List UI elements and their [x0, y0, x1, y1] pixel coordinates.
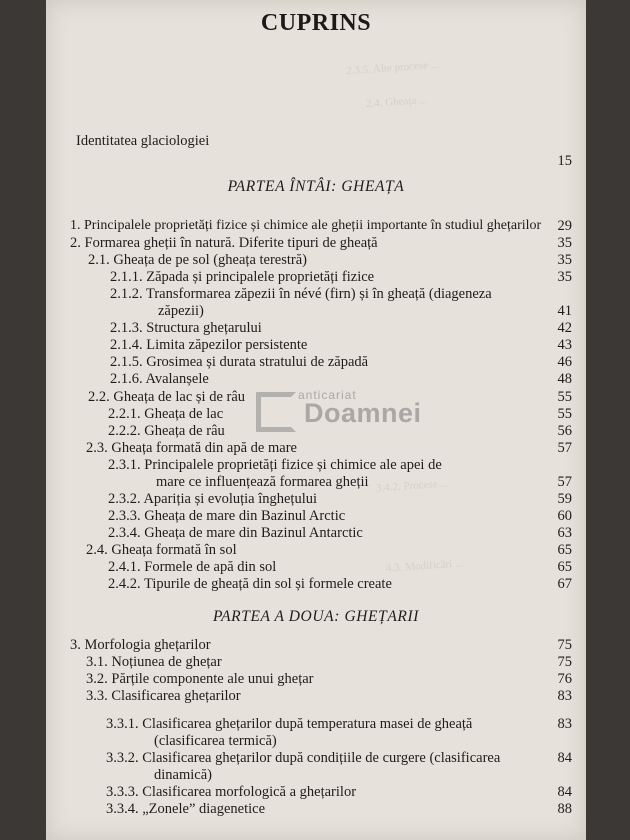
toc-entry[interactable]: 2.4. Gheața formată în sol 65 — [86, 542, 572, 558]
book-page: 2.3.5. Alte procese ... 2.4. Gheața ... 3.4.2. Procese ... 4.3. Modificări ... CUPRINS Identitatea glaciologiei 15 PARTEA ÎNTÂI: GHEAȚA 1. Principalele proprietăți fizice și chimice ale gheții importante în studiul ghețarilor 29 2. Formarea gheții în natură. Diferite tipuri de gheață 35 2.1. Gheața de pe sol (gheața terestră) 35 2.1.1. Zăpada și principalele proprietăți fizice 35 2.1.2. Transformarea zăpezii în névé (firn) și în gheață (diageneza zăpezii) 41 2.1.3. Structura ghețarului 42 2.1.4. Limita zăpezilor persistente 43 2.1.5. Grosimea și durata stratului de zăpadă 46 2.1.6. Avalanșele 48 2.2. Gheața de lac și de râu 55 2.2.1. Gheața de lac 55 2.2.2. Gheața de râu 56 2.3. Gheața formată din apă de mare 57 2.3.1. Principalele proprietăți fizice și chimice ale apei de mare ce influențează formarea gheții 57 2.3.2. Apariția și evoluția înghețului 59 2.3.3. Gheața de mare din Bazinul Arctic 60 2.3.4. Gheața de mare din Bazinul Antarctic 63 2.4. Gheața formată în sol 65 2.4.1. Formele de apă din sol 65 2.4.2. Tipurile de gheață din sol și formele create 67 PARTEA A DOUA: GHEȚARII 3. Morfologia ghețarilor 75 3.1. Noțiunea de ghețar 75 3.2. Părțile componente ale unui ghețar 76 3.3. Clasificarea ghețarilor 83 3.3.1. Clasificarea ghețarilor după temperatura masei de gheață 83 (clasificarea termică) 3.3.2. Clasificarea ghețarilor după condițiile de curgere (clasificarea 84 dinamică) 3.3.3. Clasificarea morfologică a ghețarilor 84 3.3.4. „Zonele” diagenetice 88 anticariat Doamnei — [46, 0, 586, 840]
toc-entry[interactable]: 2.3.2. Apariția și evoluția înghețului 59 — [108, 491, 572, 507]
toc-entry[interactable]: 3.3.3. Clasificarea morfologică a ghețarilor 84 — [106, 784, 572, 800]
toc-entry[interactable]: 2.4.1. Formele de apă din sol 65 — [108, 559, 572, 575]
toc-entry[interactable]: 2.4.2. Tipurile de gheață din sol și formele create 67 — [108, 576, 572, 592]
toc-entry[interactable]: 1. Principalele proprietăți fizice și chimice ale gheții importante în studiul ghețarilor 29 — [70, 218, 572, 234]
toc-intro-page-row — [46, 152, 586, 170]
toc-entry[interactable]: 2.1.4. Limita zăpezilor persistente 43 — [110, 337, 572, 353]
toc-entry[interactable]: 3.3. Clasificarea ghețarilor 83 — [86, 688, 572, 704]
toc-entry[interactable]: 2. Formarea gheții în natură. Diferite tipuri de gheață 35 — [70, 235, 572, 251]
toc-entry[interactable]: 2.2. Gheața de lac și de râu 55 — [88, 389, 572, 405]
toc-entry[interactable]: 2.1.3. Structura ghețarului 42 — [110, 320, 572, 336]
toc-entry[interactable]: 2.3.4. Gheața de mare din Bazinul Antarctic 63 — [108, 525, 572, 541]
toc-entry-continued[interactable]: dinamică) — [154, 767, 212, 783]
toc-entry[interactable]: 3.2. Părțile componente ale unui ghețar 76 — [86, 671, 572, 687]
toc-intro-label: Identitatea glaciologiei — [76, 133, 210, 149]
toc-entry[interactable]: 3.3.2. Clasificarea ghețarilor după condițiile de curgere (clasificarea 84 — [106, 750, 572, 766]
page-title: CUPRINS — [260, 10, 372, 36]
toc-entry[interactable]: 2.3.1. Principalele proprietăți fizice și chimice ale apei de — [108, 457, 442, 473]
toc-entry[interactable]: 3.3.4. „Zonele” diagenetice 88 — [106, 801, 572, 817]
toc-entry[interactable]: 2.2.2. Gheața de râu 56 — [108, 423, 572, 439]
watermark-main-text: Doamnei — [304, 398, 422, 428]
toc-entry[interactable]: 2.1.6. Avalanșele 48 — [110, 371, 572, 387]
toc-entry[interactable]: 2.1. Gheața de pe sol (gheața terestră) 35 — [88, 252, 572, 268]
watermark-mark-icon — [256, 392, 296, 432]
toc-entry-continued[interactable]: mare ce influențează formarea gheții 57 — [156, 474, 572, 490]
toc-entry[interactable]: 2.2.1. Gheața de lac 55 — [108, 406, 572, 422]
toc-intro-page: 15 — [557, 153, 572, 169]
toc-entry[interactable]: 2.1.5. Grosimea și durata stratului de zăpadă 46 — [110, 354, 572, 370]
part-one-heading: PARTEA ÎNTÂI: GHEAȚA — [227, 178, 405, 195]
toc-entry-continued[interactable]: (clasificarea termică) — [154, 733, 277, 749]
toc-entry[interactable]: 3.1. Noțiunea de ghețar 75 — [86, 654, 572, 670]
toc-entry[interactable]: 2.1.2. Transformarea zăpezii în névé (firn) și în gheață (diageneza — [110, 286, 492, 302]
toc-entry[interactable]: 2.3. Gheața formată din apă de mare 57 — [86, 440, 572, 456]
toc-entry[interactable]: 3.3.1. Clasificarea ghețarilor după temperatura masei de gheață 83 — [106, 716, 572, 732]
watermark-top-text: anticariat — [298, 388, 357, 402]
part-two-heading: PARTEA A DOUA: GHEȚARII — [213, 608, 419, 625]
toc-entry[interactable]: 2.3.3. Gheața de mare din Bazinul Arctic 60 — [108, 508, 572, 524]
toc-entry-continued[interactable]: zăpezii) 41 — [158, 303, 572, 319]
toc-entry[interactable]: 2.1.1. Zăpada și principalele proprietăți fizice 35 — [110, 269, 572, 285]
toc-entry[interactable]: 3. Morfologia ghețarilor 75 — [70, 637, 572, 653]
toc-intro[interactable] — [46, 132, 586, 150]
watermark-logo — [256, 388, 446, 436]
